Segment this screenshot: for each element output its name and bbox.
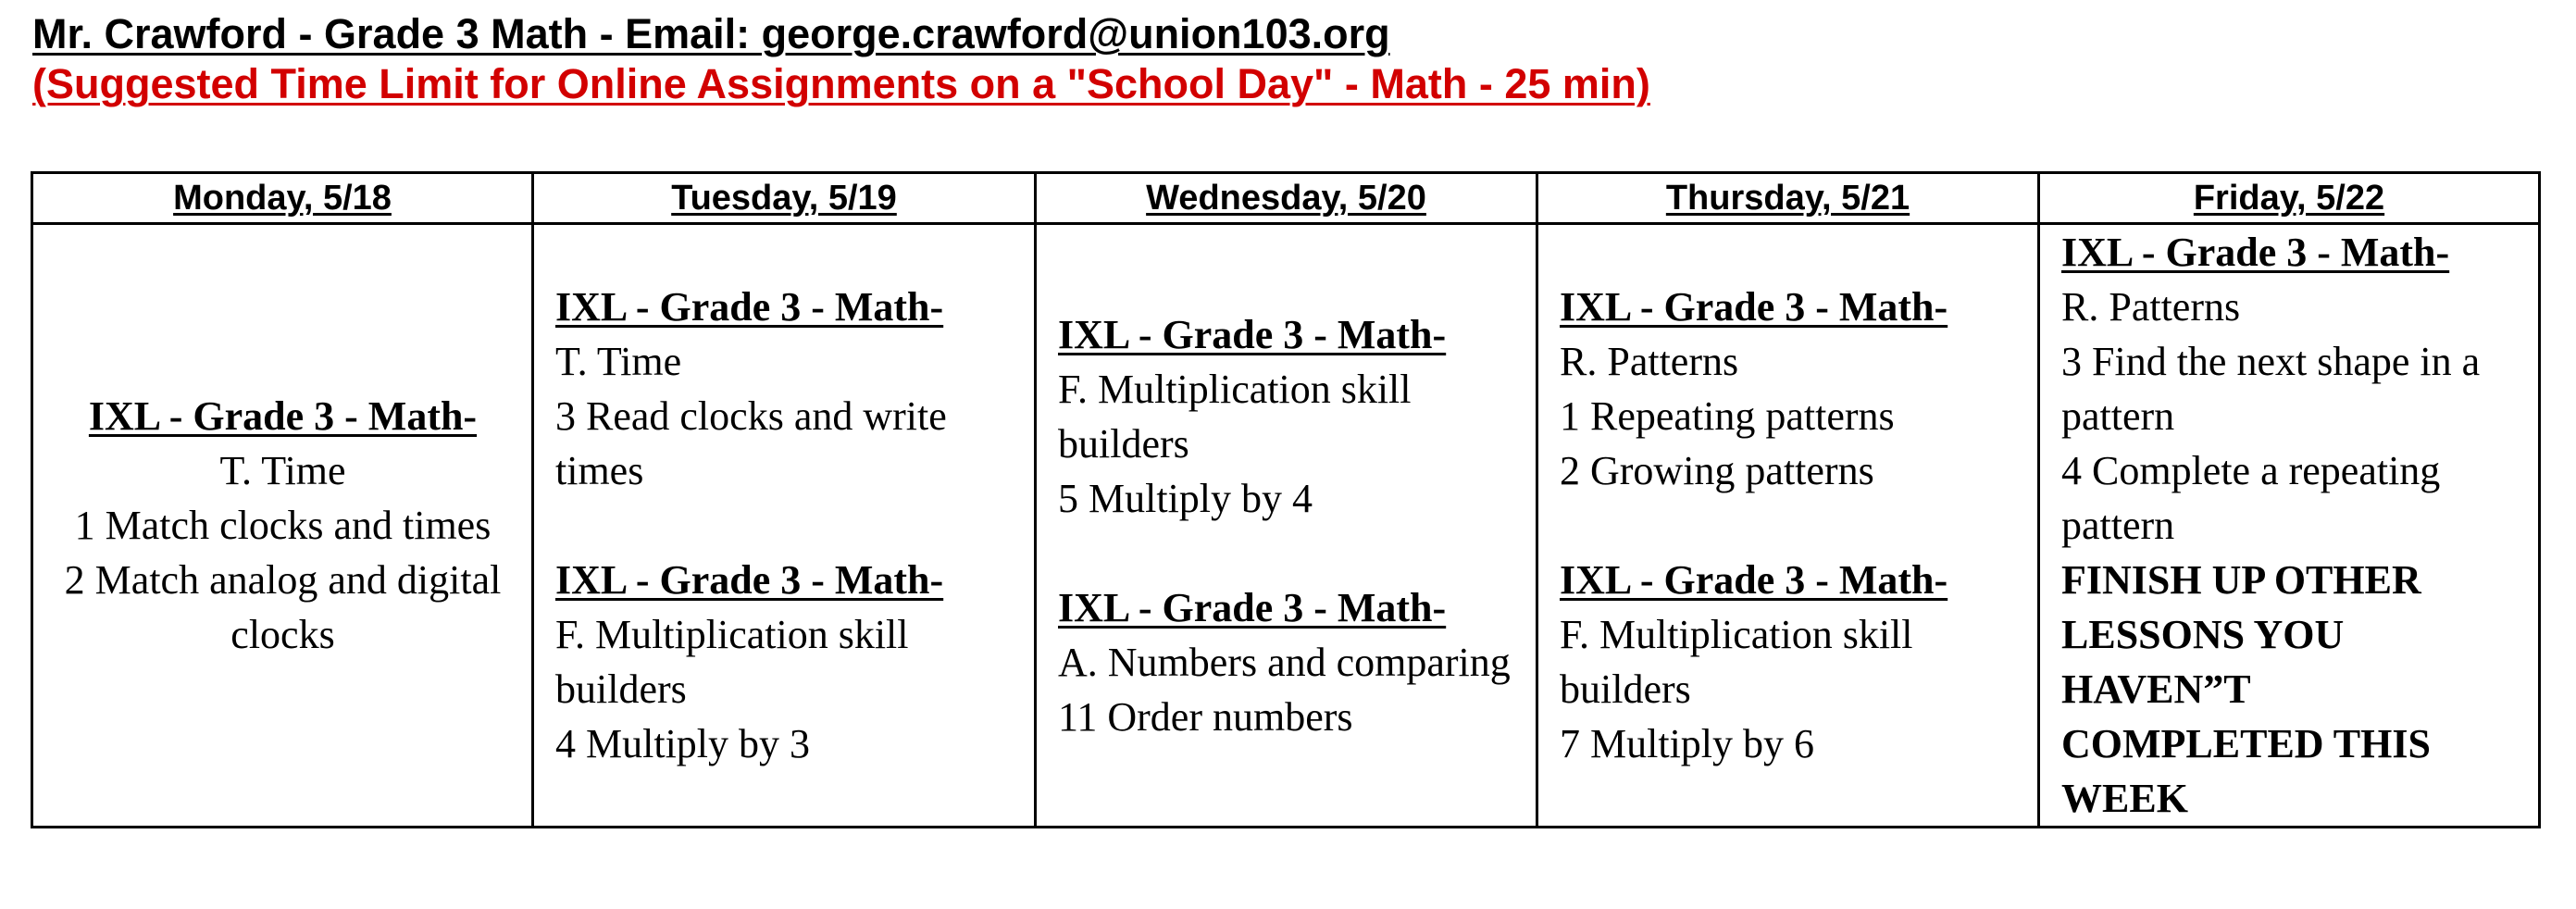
assignment-title: IXL - Grade 3 - Math- [1560, 284, 1948, 330]
assignment-item: A. Numbers and comparing [1058, 639, 1511, 685]
assignment-item: 7 Multiply by 6 [1560, 721, 1815, 766]
day-header-row [32, 173, 2540, 224]
day-cell-wednesday [1036, 224, 1537, 828]
block-spacer [555, 498, 1014, 553]
weekly-schedule-table [31, 171, 2541, 828]
assignment-item: 1 Repeating patterns [1560, 393, 1895, 439]
assignment-row [32, 224, 2540, 828]
assignment-item: F. Multiplication skill builders [1560, 612, 1913, 712]
day-cell-thursday [1537, 224, 2039, 828]
assignment-item: 4 Complete a repeating pattern [2061, 448, 2441, 548]
assignment-item: T. Time [219, 448, 346, 493]
assignment-title: IXL - Grade 3 - Math- [88, 393, 478, 439]
assignment-title: IXL - Grade 3 - Math- [1560, 557, 1948, 603]
document-header [32, 9, 1650, 109]
assignment-item: 4 Multiply by 3 [555, 721, 811, 766]
time-limit-note: (Suggested Time Limit for Online Assignments on a "School Day" - Math - 25 min) [32, 60, 1650, 107]
day-header-monday: Monday, 5/18 [32, 173, 533, 224]
assignment-item: 11 Order numbers [1058, 693, 1353, 740]
assignment-item: 1 Match clocks and times [74, 503, 492, 548]
assignment-item: 5 Multiply by 4 [1058, 475, 1313, 521]
assignment-title: IXL - Grade 3 - Math- [555, 284, 944, 330]
finish-lessons-note: FINISH UP OTHER LESSONS YOU HAVEN”T COMPLETED THIS WEEK [2061, 557, 2431, 821]
assignment-title: IXL - Grade 3 - Math- [1058, 311, 1447, 357]
assignment-item: R. Patterns [1560, 339, 1739, 384]
assignment-item: R. Patterns [2061, 284, 2241, 330]
day-cell-friday [2039, 224, 2540, 828]
block-spacer [1058, 526, 1515, 580]
assignment-item: 2 Match analog and digital clocks [64, 557, 502, 657]
assignment-item: F. Multiplication skill builders [555, 612, 909, 712]
day-cell-monday [32, 224, 533, 828]
block-spacer [1560, 498, 2017, 553]
day-header-thursday: Thursday, 5/21 [1537, 173, 2039, 224]
assignment-title: IXL - Grade 3 - Math- [1058, 584, 1447, 630]
day-header-tuesday: Tuesday, 5/19 [533, 173, 1036, 224]
day-header-friday: Friday, 5/22 [2039, 173, 2540, 224]
assignment-item: F. Multiplication skill builders [1058, 366, 1412, 467]
assignment-item: 2 Growing patterns [1560, 448, 1874, 493]
day-cell-tuesday [533, 224, 1036, 828]
teacher-contact-line: Mr. Crawford - Grade 3 Math - Email: george.crawford@union103.org [32, 10, 1390, 57]
assignment-title: IXL - Grade 3 - Math- [2061, 230, 2450, 275]
day-header-wednesday: Wednesday, 5/20 [1036, 173, 1537, 224]
assignment-item: T. Time [555, 339, 682, 384]
assignment-item: 3 Find the next shape in a pattern [2061, 339, 2481, 439]
assignment-item: 3 Read clocks and write times [555, 393, 947, 493]
assignment-title: IXL - Grade 3 - Math- [555, 557, 944, 603]
